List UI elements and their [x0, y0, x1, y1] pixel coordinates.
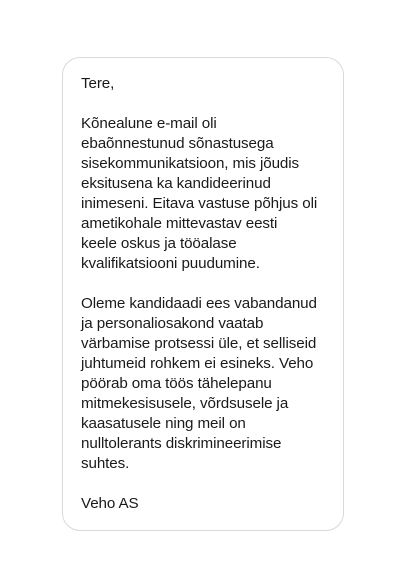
message-paragraph-1: Kõnealune e-mail oli ebaõnnestunud sõnastusega sisekommunikatsioon, mis jõudis eksitusena ka kandideerinud inimeseni. Eitava vastuse põhjus oli ametikohale mittevastav eesti keele oskus ja tööalase kvalifikatsiooni puudumine. — [81, 115, 318, 272]
message-bubble — [62, 57, 344, 531]
message-greeting: Tere, — [81, 75, 115, 92]
message-signature: Veho AS — [81, 495, 139, 512]
message-paragraph-2: Oleme kandidaadi ees vabandanud ja personaliosakond vaatab värbamise protsessi üle, et selliseid juhtumeid rohkem ei esineks. Veho pöörab oma töös tähelepanu mitmekesisusele, võrdsusele ja kaasatusele ning meil on nulltolerants diskrimineerimise suhtes. — [81, 295, 317, 472]
